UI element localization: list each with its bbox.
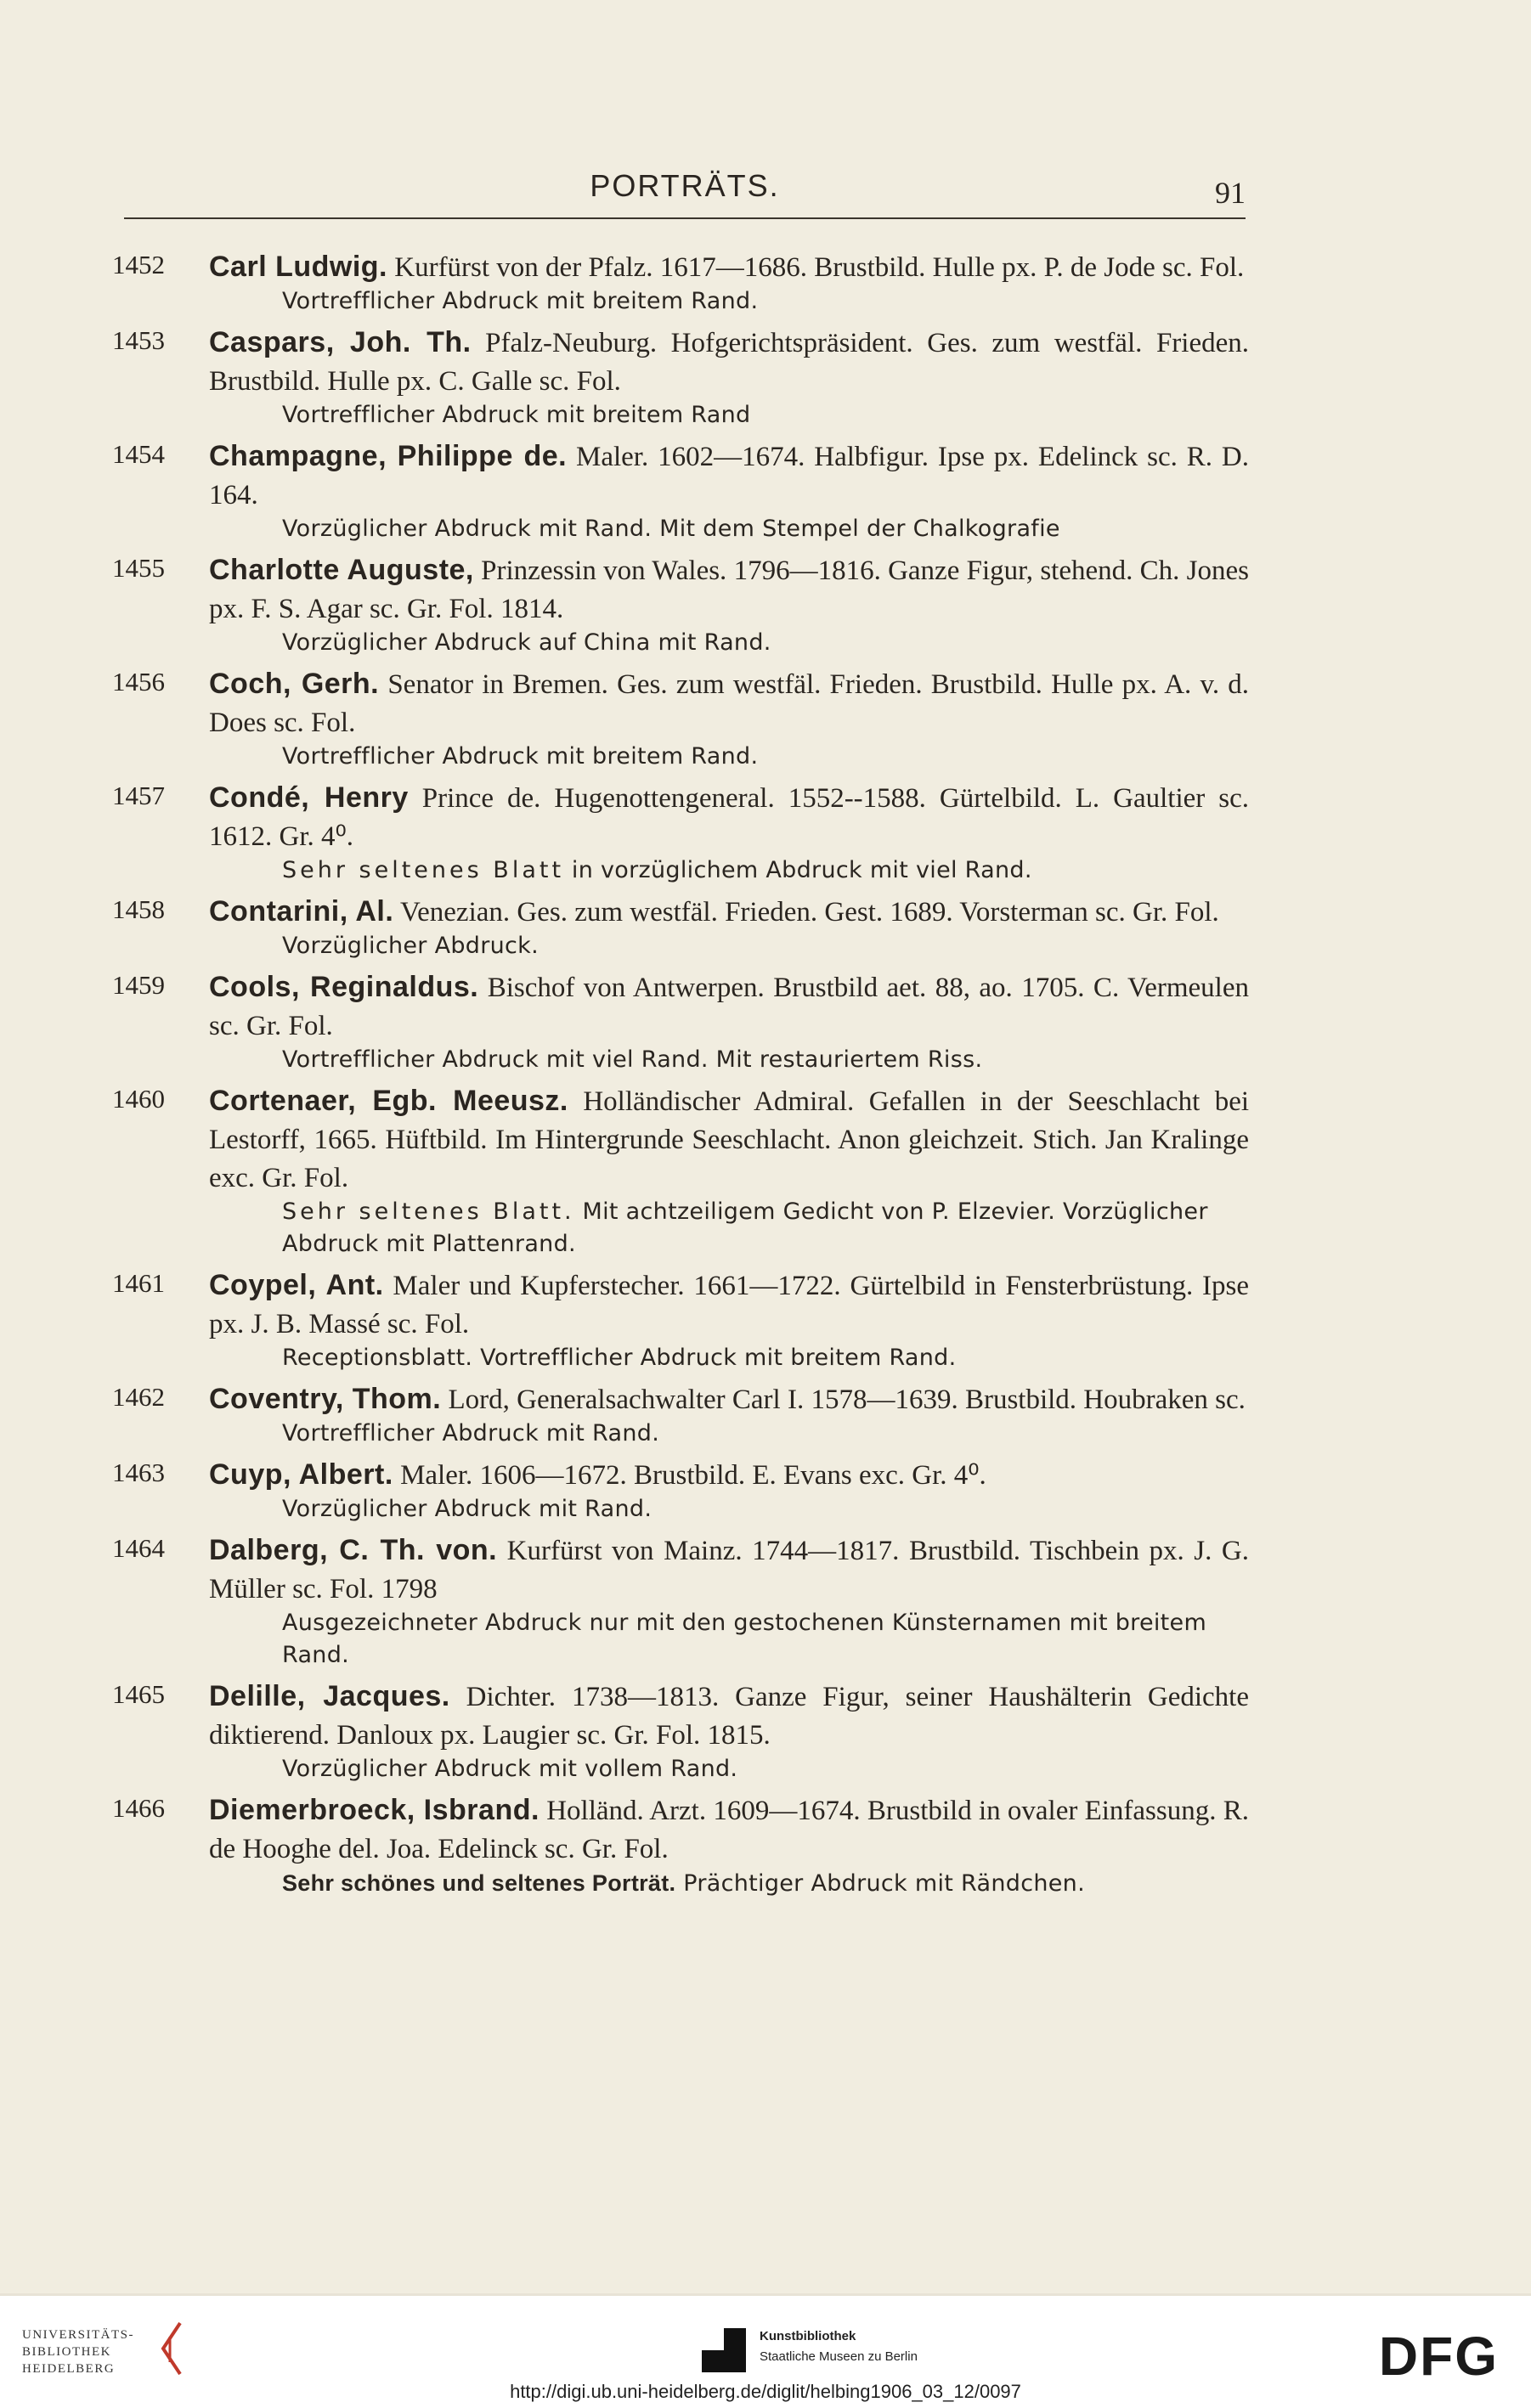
entry-note-text: in vorzüglichem Abdruck mit viel Rand.	[564, 857, 1032, 883]
catalog-entry	[112, 1380, 1249, 1450]
entry-name: Champagne, Philippe de.	[209, 440, 568, 472]
catalog-entry	[112, 437, 1249, 545]
catalog-entry	[112, 893, 1249, 962]
dfg-logo[interactable]: DFG	[1378, 2326, 1499, 2387]
entry-note	[282, 854, 1249, 887]
entry-name: Condé, Henry	[209, 781, 409, 814]
kunstbibliothek-label[interactable]	[760, 2326, 918, 2367]
kunstbibliothek-title: Kunstbibliothek	[760, 2329, 856, 2343]
entry-description: Venezian. Ges. zum westfäl. Frieden. Gest. 1689. Vorsterman sc. Gr. Fol.	[399, 897, 1219, 928]
entry-description: Bischof von Antwerpen. Brustbild aet. 88, ao. 1705. C. Vermeulen sc. Gr. Fol.	[209, 973, 1249, 1041]
page-header	[124, 166, 1246, 209]
catalog-entry	[112, 1266, 1249, 1374]
entry-note	[282, 1607, 1249, 1672]
entry-name: Caspars, Joh. Th.	[209, 326, 472, 358]
entry-number: 1466	[112, 1793, 165, 1823]
entry-description: Holländischer Admiral. Gefallen in der Seeschlacht bei Lestorff, 1665. Hüftbild. Im Hintergrunde Seeschlacht. Anon gleichzeit. Stich. Jan Kralinge exc. Gr. Fol.	[209, 1086, 1250, 1193]
library-line: BIBLIOTHEK	[22, 2345, 111, 2359]
entry-description: Dichter. 1738—1813. Ganze Figur, seiner Haushälterin Gedichte diktierend. Danloux px. Laugier sc. Gr. Fol. 1815.	[209, 1682, 1249, 1751]
entry-body	[209, 324, 1249, 401]
entry-name: Cools, Reginaldus.	[209, 971, 479, 1003]
entry-description: Maler. 1602—1674. Halbfigur. Ipse px. Edelinck sc. R. D. 164.	[209, 442, 1250, 510]
entry-note-text: Receptionsblatt. Vortrefflicher Abdruck mit breitem Rand.	[282, 1345, 957, 1371]
entry-number: 1457	[112, 781, 165, 810]
entry-note	[282, 1418, 1249, 1450]
entry-number: 1456	[112, 667, 165, 696]
entry-description: Pfalz-Neuburg. Hofgerichtspräsident. Ges. zum westfäl. Frieden. Brustbild. Hulle px. C. Galle sc. Fol.	[209, 328, 1249, 397]
entry-body	[209, 1531, 1249, 1609]
entry-body	[209, 779, 1249, 856]
entry-note-text: Vorzüglicher Abdruck.	[282, 933, 539, 959]
entry-note	[282, 1342, 1249, 1374]
entry-note	[282, 627, 1249, 659]
catalog-entry	[112, 1082, 1249, 1260]
entry-note	[282, 513, 1249, 545]
library-line: HEIDELBERG	[22, 2362, 116, 2376]
entry-description: Maler. 1606—1672. Brustbild. E. Evans exc. Gr. 4⁰.	[400, 1460, 986, 1491]
entry-note	[282, 930, 1249, 962]
catalog-entry	[112, 779, 1249, 887]
entry-name: Delille, Jacques.	[209, 1680, 450, 1712]
catalog-entry	[112, 1678, 1249, 1785]
entry-number: 1461	[112, 1268, 165, 1298]
entry-body	[209, 248, 1249, 287]
entry-number: 1459	[112, 970, 165, 1000]
entry-note-text: Vortrefflicher Abdruck mit breitem Rand	[282, 402, 751, 428]
entry-name: Dalberg, C. Th. von.	[209, 1534, 498, 1566]
entry-name: Charlotte Auguste,	[209, 554, 474, 586]
entry-name: Cortenaer, Egb. Meeusz.	[209, 1085, 568, 1117]
entry-body	[209, 1456, 1249, 1495]
entry-number: 1458	[112, 894, 165, 924]
catalog-entry	[112, 551, 1249, 659]
entry-note-text: Ausgezeichneter Abdruck nur mit den gestochenen Künsternamen mit breitem Rand.	[282, 1610, 1207, 1668]
entry-body	[209, 1678, 1249, 1755]
entry-name: Carl Ludwig.	[209, 251, 387, 283]
catalog-entry	[112, 324, 1249, 431]
entry-note	[282, 741, 1249, 773]
entry-body	[209, 1380, 1249, 1419]
entry-name: Coventry, Thom.	[209, 1383, 442, 1415]
entry-number: 1452	[112, 250, 165, 279]
catalog-entry	[112, 1456, 1249, 1525]
entry-description: Prince de. Hugenottengeneral. 1552--1588. Gürtelbild. L. Gaultier sc. 1612. Gr. 4⁰.	[209, 783, 1249, 852]
entry-note-text: Vortrefflicher Abdruck mit viel Rand. Mit restauriertem Riss.	[282, 1046, 983, 1073]
entry-body	[209, 551, 1249, 629]
entry-description: Senator in Bremen. Ges. zum westfäl. Frieden. Brustbild. Hulle px. A. v. d. Does sc. Fol.	[209, 669, 1250, 738]
catalog-entry	[112, 665, 1249, 773]
entry-description: Kurfürst von der Pfalz. 1617—1686. Brustbild. Hulle px. P. de Jode sc. Fol.	[394, 252, 1245, 283]
entry-note-text: Vortrefflicher Abdruck mit breitem Rand.	[282, 288, 759, 314]
catalog-entries	[112, 248, 1249, 1906]
entry-note-text: Vortrefflicher Abdruck mit Rand.	[282, 1420, 660, 1446]
kunstbibliothek-subtitle: Staatliche Museen zu Berlin	[760, 2349, 918, 2364]
catalog-entry	[112, 1791, 1249, 1900]
catalog-entry	[112, 248, 1249, 318]
entry-name: Contarini, Al.	[209, 895, 394, 928]
entry-body	[209, 1791, 1249, 1869]
catalog-entry	[112, 968, 1249, 1076]
entry-description: Holländ. Arzt. 1609—1674. Brustbild in ovaler Einfassung. R. de Hooghe del. Joa. Edelinck sc. Gr. Fol.	[209, 1796, 1250, 1864]
page-number: 91	[1215, 176, 1246, 210]
entry-description: Kurfürst von Mainz. 1744—1817. Brustbild. Tischbein px. J. G. Müller sc. Fol. 1798	[209, 1536, 1250, 1604]
entry-number: 1463	[112, 1458, 165, 1487]
entry-name: Cuyp, Albert.	[209, 1458, 393, 1491]
entry-description: Lord, Generalsachwalter Carl I. 1578—1639. Brustbild. Houbraken sc.	[448, 1384, 1246, 1415]
entry-note	[282, 1044, 1249, 1076]
entry-name: Coch, Gerh.	[209, 668, 380, 700]
entry-number: 1460	[112, 1084, 165, 1114]
entry-number: 1454	[112, 439, 165, 469]
entry-body	[209, 1082, 1249, 1198]
entry-note-emphasis: Sehr seltenes Blatt	[282, 857, 565, 883]
entry-body	[209, 437, 1249, 515]
heidelberg-library-label[interactable]	[22, 2326, 134, 2377]
entry-number: 1462	[112, 1382, 165, 1412]
entry-note	[282, 285, 1249, 318]
kunstbibliothek-logo-icon	[698, 2325, 749, 2376]
header-rule	[124, 217, 1246, 219]
entry-name: Coypel, Ant.	[209, 1269, 384, 1301]
heidelberg-logo-icon	[155, 2320, 192, 2379]
entry-note-text: Vorzüglicher Abdruck auf China mit Rand.	[282, 629, 771, 656]
entry-note-text: Vorzüglicher Abdruck mit Rand. Mit dem Stempel der Chalkografie	[282, 516, 1060, 542]
entry-note	[282, 1867, 1249, 1900]
entry-note-text: Prächtiger Abdruck mit Rändchen.	[675, 1870, 1085, 1897]
entry-body	[209, 1266, 1249, 1344]
entry-note-emphasis: Sehr schönes und seltenes Porträt.	[282, 1870, 676, 1896]
page-title: PORTRÄTS.	[590, 168, 780, 203]
entry-body	[209, 665, 1249, 742]
entry-description: Prinzessin von Wales. 1796—1816. Ganze Figur, stehend. Ch. Jones px. F. S. Agar sc. Gr. Fol. 1814.	[209, 555, 1249, 624]
entry-note-text: Vortrefflicher Abdruck mit breitem Rand.	[282, 743, 759, 770]
entry-note-text: Vorzüglicher Abdruck mit Rand.	[282, 1496, 653, 1522]
entry-note-text: Mit achtzeiligem Gedicht von P. Elzevier. Vorzüglicher Abdruck mit Plattenrand.	[282, 1198, 1208, 1257]
footer-bar	[0, 2293, 1531, 2408]
entry-body	[209, 893, 1249, 932]
entry-number: 1453	[112, 325, 165, 355]
entry-name: Diemerbroeck, Isbrand.	[209, 1794, 540, 1826]
entry-number: 1464	[112, 1533, 165, 1563]
entry-description: Maler und Kupferstecher. 1661—1722. Gürtelbild in Fensterbrüstung. Ipse px. J. B. Massé sc. Fol.	[209, 1271, 1250, 1339]
entry-note	[282, 399, 1249, 431]
entry-note	[282, 1196, 1249, 1260]
entry-note-emphasis: Sehr seltenes Blatt.	[282, 1198, 575, 1225]
library-line: UNIVERSITÄTS-	[22, 2328, 134, 2342]
catalog-entry	[112, 1531, 1249, 1672]
entry-body	[209, 968, 1249, 1046]
entry-number: 1465	[112, 1679, 165, 1709]
entry-note-text: Vorzüglicher Abdruck mit vollem Rand.	[282, 1756, 738, 1782]
entry-number: 1455	[112, 553, 165, 583]
source-url[interactable]: http://digi.ub.uni-heidelberg.de/diglit/helbing1906_03_12/0097	[510, 2381, 1021, 2402]
entry-note	[282, 1753, 1249, 1785]
entry-note	[282, 1493, 1249, 1525]
